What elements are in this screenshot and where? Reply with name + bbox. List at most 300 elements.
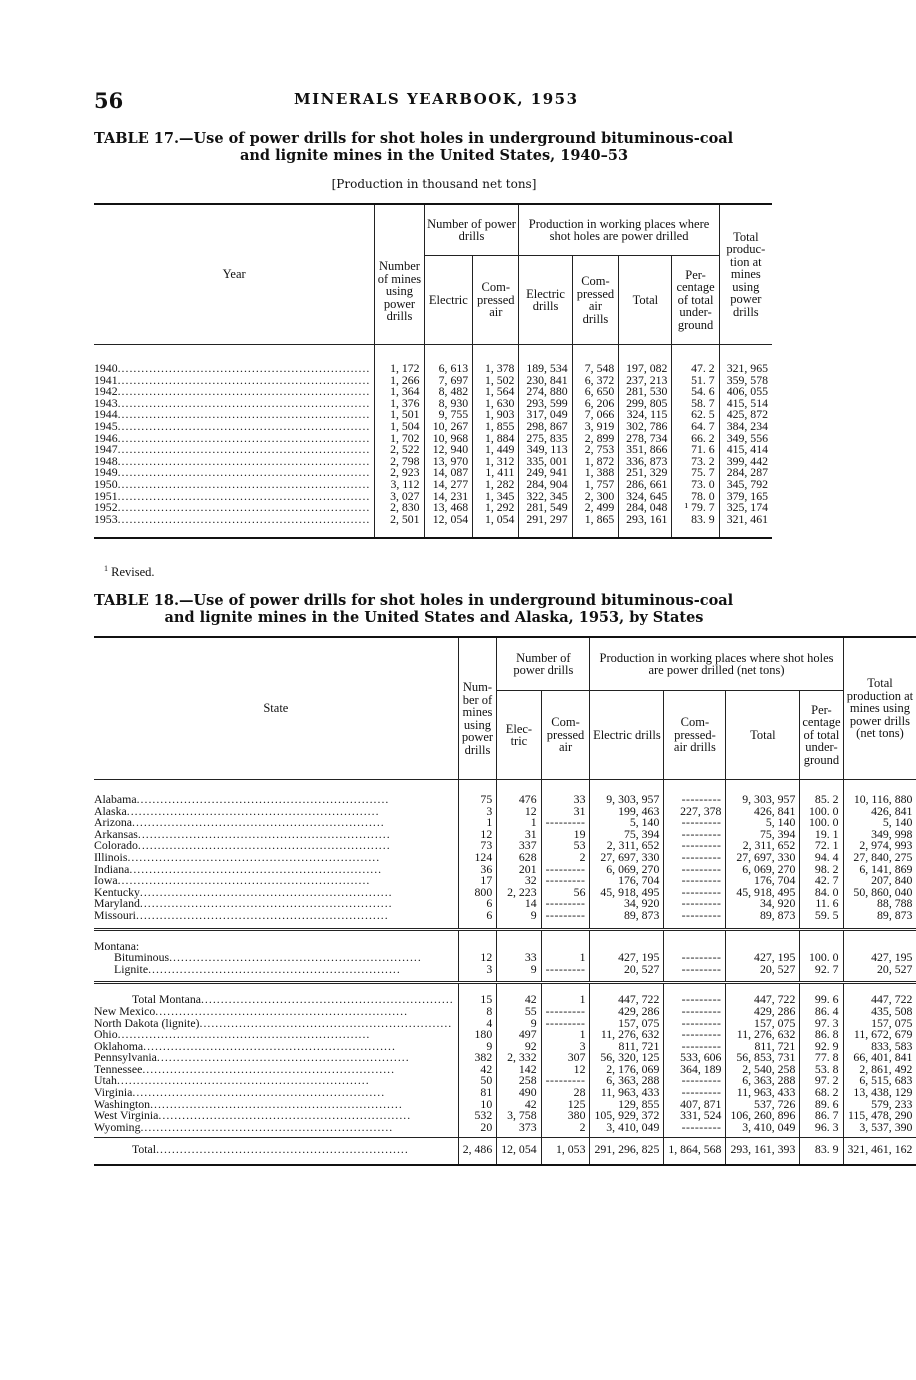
cell: 2 <box>541 1122 590 1138</box>
cell: 98. 2 <box>800 864 843 876</box>
cell: 324, 115 <box>619 409 672 421</box>
cell: 415, 514 <box>719 398 772 410</box>
cell: ¹ 79. 7 <box>672 502 719 514</box>
cell: 2, 176, 069 <box>590 1064 664 1076</box>
cell: 1, 865 <box>572 514 619 539</box>
table18-title: TABLE 18.—Use of power drills for shot holes in underground bituminous-coal and lignite mines in the United States and Alaska, 1953, by States <box>94 592 734 626</box>
cell: 293, 599 <box>519 398 572 410</box>
col-prod-compressed: Com- pressed air drills <box>572 256 619 345</box>
cell: 9 <box>497 1018 541 1030</box>
col-prod-electric: Electric drills <box>519 256 572 345</box>
cell: 490 <box>497 1087 541 1099</box>
col-production-group: Production in working places where shot holes are power drilled <box>519 204 719 256</box>
cell: 447, 722 <box>726 983 800 1006</box>
cell: 251, 329 <box>619 467 672 479</box>
cell: 1, 855 <box>473 421 519 433</box>
cell <box>664 1122 726 1138</box>
cell: 1 <box>541 983 590 1006</box>
cell: 3, 410, 049 <box>590 1122 664 1138</box>
cell: 407, 871 <box>664 1099 726 1111</box>
row-label: Colorado ..... <box>94 840 458 852</box>
table-row <box>94 910 916 929</box>
cell: 6, 515, 683 <box>843 1075 916 1087</box>
cell: 406, 055 <box>719 386 772 398</box>
cell: 9, 755 <box>424 409 473 421</box>
cell: 3 <box>541 1041 590 1053</box>
cell: 42 <box>497 983 541 1006</box>
cell: 31 <box>541 806 590 818</box>
cell: 12, 054 <box>424 514 473 539</box>
cell: 2, 486 <box>458 1138 497 1165</box>
row-label: 1943 ..... <box>94 398 375 410</box>
row-label: Oklahoma ..... <box>94 1041 458 1053</box>
cell: 321, 461, 162 <box>843 1138 916 1165</box>
cell: 14, 277 <box>424 479 473 491</box>
cell: 349, 556 <box>719 433 772 445</box>
col-compressed: Com- pressed air <box>541 691 590 780</box>
cell: 9 <box>497 964 541 983</box>
cell: 447, 722 <box>590 983 664 1006</box>
cell: 100. 0 <box>800 817 843 829</box>
cell: 42 <box>458 1064 497 1076</box>
cell: 2, 861, 492 <box>843 1064 916 1076</box>
cell: 31 <box>497 829 541 841</box>
cell: 351, 866 <box>619 444 672 456</box>
cell: 800 <box>458 887 497 899</box>
cell: 176, 704 <box>726 875 800 887</box>
cell: 237, 213 <box>619 375 672 387</box>
cell: 75, 394 <box>726 829 800 841</box>
cell: 9 <box>458 1041 497 1053</box>
cell: 425, 872 <box>719 409 772 421</box>
cell: 3, 027 <box>375 491 424 503</box>
cell: 336, 873 <box>619 456 672 468</box>
cell: 6, 363, 288 <box>590 1075 664 1087</box>
table-row <box>94 1138 916 1165</box>
cell: 331, 524 <box>664 1110 726 1122</box>
row-label: 1942 ..... <box>94 386 375 398</box>
cell: 1, 903 <box>473 409 519 421</box>
cell: 811, 721 <box>590 1041 664 1053</box>
cell: 73 <box>458 840 497 852</box>
cell: 201 <box>497 864 541 876</box>
cell: 3, 410, 049 <box>726 1122 800 1138</box>
cell: 56, 320, 125 <box>590 1052 664 1064</box>
row-label: Total Montana ..... <box>94 983 458 1006</box>
cell: 50, 860, 040 <box>843 887 916 899</box>
cell: 335, 001 <box>519 456 572 468</box>
cell: 115, 478, 290 <box>843 1110 916 1122</box>
cell: 1, 757 <box>572 479 619 491</box>
cell: 2, 332 <box>497 1052 541 1064</box>
row-label: Montana: <box>94 938 140 953</box>
cell: 78. 0 <box>672 491 719 503</box>
cell: 1, 266 <box>375 375 424 387</box>
cell: 75, 394 <box>590 829 664 841</box>
table17 <box>94 203 772 539</box>
cell: 537, 726 <box>726 1099 800 1111</box>
row-label: Indiana ..... <box>94 864 458 876</box>
cell: 11. 6 <box>800 898 843 910</box>
table-row <box>94 929 916 952</box>
cell: 429, 286 <box>726 1006 800 1018</box>
cell: 83. 9 <box>800 1138 843 1165</box>
cell: 105, 929, 372 <box>590 1110 664 1122</box>
col-year: Year <box>94 204 375 345</box>
row-label: Tennessee ..... <box>94 1064 458 1076</box>
cell: 58. 7 <box>672 398 719 410</box>
cell: 12 <box>458 829 497 841</box>
cell <box>664 780 726 806</box>
cell: 12 <box>458 952 497 964</box>
row-label: 1948 ..... <box>94 456 375 468</box>
cell: 2, 974, 993 <box>843 840 916 852</box>
cell: 1 <box>497 817 541 829</box>
cell: 1, 312 <box>473 456 519 468</box>
cell: 75. 7 <box>672 467 719 479</box>
cell: 88, 788 <box>843 898 916 910</box>
cell: 2, 223 <box>497 887 541 899</box>
cell <box>541 964 590 983</box>
cell: 2, 540, 258 <box>726 1064 800 1076</box>
footnote: $^1$ Revised. <box>104 564 155 580</box>
cell: 36 <box>458 864 497 876</box>
cell: 278, 734 <box>619 433 672 445</box>
cell: 427, 195 <box>843 952 916 964</box>
col-prod-total: Total <box>726 691 800 780</box>
cell: 364, 189 <box>664 1064 726 1076</box>
cell: 197, 082 <box>619 345 672 375</box>
cell: 3 <box>458 964 497 983</box>
cell: 125 <box>541 1099 590 1111</box>
row-label: Wyoming ..... <box>94 1122 458 1138</box>
cell: 1, 449 <box>473 444 519 456</box>
cell: 66, 401, 841 <box>843 1052 916 1064</box>
cell: 62. 5 <box>672 409 719 421</box>
cell: 3, 919 <box>572 421 619 433</box>
table-row <box>94 1122 916 1138</box>
cell <box>590 929 664 952</box>
cell: 6, 363, 288 <box>726 1075 800 1087</box>
cell: 19 <box>541 829 590 841</box>
running-head: MINERALS YEARBOOK, 1953 <box>294 90 579 108</box>
col-state: State <box>94 637 458 780</box>
cell: 1, 411 <box>473 467 519 479</box>
cell: 75 <box>458 780 497 806</box>
cell: 2, 830 <box>375 502 424 514</box>
cell: 6, 206 <box>572 398 619 410</box>
cell: 1, 864, 568 <box>664 1138 726 1165</box>
cell: 8, 482 <box>424 386 473 398</box>
cell: 380 <box>541 1110 590 1122</box>
cell: 33 <box>541 780 590 806</box>
cell: 359, 578 <box>719 375 772 387</box>
cell: 92. 7 <box>800 964 843 983</box>
cell: 6 <box>458 910 497 929</box>
cell: 34, 920 <box>726 898 800 910</box>
cell: 13, 970 <box>424 456 473 468</box>
cell: 628 <box>497 852 541 864</box>
cell: 14 <box>497 898 541 910</box>
cell: 176, 704 <box>590 875 664 887</box>
cell: 96. 3 <box>800 1122 843 1138</box>
cell: 45, 918, 495 <box>590 887 664 899</box>
cell: 13, 438, 129 <box>843 1087 916 1099</box>
cell: 14, 087 <box>424 467 473 479</box>
table18 <box>94 636 916 1166</box>
cell: 476 <box>497 780 541 806</box>
cell: 86. 4 <box>800 1006 843 1018</box>
cell: 27, 697, 330 <box>726 852 800 864</box>
cell: 10, 968 <box>424 433 473 445</box>
cell: 42. 7 <box>800 875 843 887</box>
cell <box>843 929 916 952</box>
cell: 5, 140 <box>843 817 916 829</box>
cell: 2, 311, 652 <box>590 840 664 852</box>
cell: 811, 721 <box>726 1041 800 1053</box>
col-total-production: Total produc- tion at mines using power drills <box>719 204 772 345</box>
cell: 11, 672, 679 <box>843 1029 916 1041</box>
row-label: Washington ..... <box>94 1099 458 1111</box>
cell: 1 <box>541 1029 590 1041</box>
cell: 77. 8 <box>800 1052 843 1064</box>
cell: 258 <box>497 1075 541 1087</box>
row-label: Iowa ..... <box>94 875 458 887</box>
cell: 384, 234 <box>719 421 772 433</box>
cell: 142 <box>497 1064 541 1076</box>
cell: 427, 195 <box>726 952 800 964</box>
cell <box>664 964 726 983</box>
cell: 1, 501 <box>375 409 424 421</box>
cell: 100. 0 <box>800 806 843 818</box>
cell: 50 <box>458 1075 497 1087</box>
row-label: North Dakota (lignite) ..... <box>94 1018 458 1030</box>
cell: 2, 899 <box>572 433 619 445</box>
cell: 2, 501 <box>375 514 424 539</box>
row-label: Total ..... <box>94 1138 458 1165</box>
cell: 92. 9 <box>800 1041 843 1053</box>
cell: 322, 345 <box>519 491 572 503</box>
row-label: 1946 ..... <box>94 433 375 445</box>
cell: 59. 5 <box>800 910 843 929</box>
row-label: 1952 ..... <box>94 502 375 514</box>
cell: 15 <box>458 983 497 1006</box>
cell: 189, 534 <box>519 345 572 375</box>
cell: 533, 606 <box>664 1052 726 1064</box>
table-row <box>94 514 772 539</box>
col-percentage: Per- centage of total under- ground <box>672 256 719 345</box>
table-row <box>94 345 772 375</box>
cell: 1 <box>541 952 590 964</box>
cell: 3 <box>458 806 497 818</box>
col-prod-compressed: Com- pressed- air drills <box>664 691 726 780</box>
cell: 274, 880 <box>519 386 572 398</box>
cell: 5, 140 <box>726 817 800 829</box>
cell: 124 <box>458 852 497 864</box>
cell: 379, 165 <box>719 491 772 503</box>
cell: 10, 267 <box>424 421 473 433</box>
cell: 83. 9 <box>672 514 719 539</box>
page-header <box>94 88 774 113</box>
cell: 284, 048 <box>619 502 672 514</box>
cell: 92 <box>497 1041 541 1053</box>
row-label: Arizona ..... <box>94 817 458 829</box>
cell: 2, 300 <box>572 491 619 503</box>
col-mines: Num- ber of mines using power drills <box>458 637 497 780</box>
cell: 94. 4 <box>800 852 843 864</box>
cell <box>541 929 590 952</box>
row-label: 1947 ..... <box>94 444 375 456</box>
cell: 1, 378 <box>473 345 519 375</box>
col-production-group: Production in working places where shot holes are power drilled (net tons) <box>590 637 843 691</box>
cell: 6, 650 <box>572 386 619 398</box>
cell: 19. 1 <box>800 829 843 841</box>
cell <box>800 929 843 952</box>
cell: 68. 2 <box>800 1087 843 1099</box>
cell: 6 <box>458 898 497 910</box>
cell: 1, 702 <box>375 433 424 445</box>
cell <box>664 983 726 1006</box>
cell: 207, 840 <box>843 875 916 887</box>
cell: 20, 527 <box>590 964 664 983</box>
cell: 51. 7 <box>672 375 719 387</box>
cell: 84. 0 <box>800 887 843 899</box>
cell: 11, 276, 632 <box>726 1029 800 1041</box>
cell: 349, 113 <box>519 444 572 456</box>
cell: 12, 054 <box>497 1138 541 1165</box>
cell: 20, 527 <box>843 964 916 983</box>
cell: 1, 502 <box>473 375 519 387</box>
cell: 435, 508 <box>843 1006 916 1018</box>
cell: 89. 6 <box>800 1099 843 1111</box>
row-label: Bituminous ..... <box>94 952 458 964</box>
row-label: Ohio ..... <box>94 1029 458 1041</box>
cell: 1, 053 <box>541 1138 590 1165</box>
cell: 293, 161 <box>619 514 672 539</box>
cell: 4 <box>458 1018 497 1030</box>
cell: 11, 276, 632 <box>590 1029 664 1041</box>
row-label: 1953 ..... <box>94 514 375 539</box>
cell: 1, 564 <box>473 386 519 398</box>
cell: 281, 530 <box>619 386 672 398</box>
cell: 302, 786 <box>619 421 672 433</box>
cell: 3, 112 <box>375 479 424 491</box>
cell: 1, 630 <box>473 398 519 410</box>
cell: 100. 0 <box>800 952 843 964</box>
cell <box>497 929 541 952</box>
cell: 86. 8 <box>800 1029 843 1041</box>
cell: 6, 141, 869 <box>843 864 916 876</box>
cell: 426, 841 <box>843 806 916 818</box>
cell: 307 <box>541 1052 590 1064</box>
col-electric: Electric <box>424 256 473 345</box>
cell: 415, 414 <box>719 444 772 456</box>
row-label: Virginia ..... <box>94 1087 458 1099</box>
cell <box>664 910 726 929</box>
cell: 9, 303, 957 <box>726 780 800 806</box>
cell: 8 <box>458 1006 497 1018</box>
row-label: Maryland ..... <box>94 898 458 910</box>
cell: 6, 372 <box>572 375 619 387</box>
cell: 2, 753 <box>572 444 619 456</box>
row-label: 1949 ..... <box>94 467 375 479</box>
cell: 284, 287 <box>719 467 772 479</box>
cell: 317, 049 <box>519 409 572 421</box>
cell: 1, 388 <box>572 467 619 479</box>
cell: 12 <box>497 806 541 818</box>
cell: 2 <box>541 852 590 864</box>
cell: 1, 884 <box>473 433 519 445</box>
cell: 349, 998 <box>843 829 916 841</box>
cell: 2, 311, 652 <box>726 840 800 852</box>
cell: 227, 378 <box>664 806 726 818</box>
col-compressed: Com- pressed air <box>473 256 519 345</box>
cell: 1, 364 <box>375 386 424 398</box>
cell: 9 <box>497 910 541 929</box>
cell: 286, 661 <box>619 479 672 491</box>
table-row <box>94 780 916 806</box>
cell: 10, 116, 880 <box>843 780 916 806</box>
cell: 10 <box>458 1099 497 1111</box>
cell: 293, 161, 393 <box>726 1138 800 1165</box>
row-label: 1941 ..... <box>94 375 375 387</box>
cell: 34, 920 <box>590 898 664 910</box>
cell: 337 <box>497 840 541 852</box>
cell: 97. 3 <box>800 1018 843 1030</box>
page-number: 56 <box>94 88 124 113</box>
cell: 11, 963, 433 <box>590 1087 664 1099</box>
cell: 27, 840, 275 <box>843 852 916 864</box>
cell: 7, 548 <box>572 345 619 375</box>
cell: 1, 054 <box>473 514 519 539</box>
cell: 321, 965 <box>719 345 772 375</box>
cell: 33 <box>497 952 541 964</box>
col-mines: Number of mines using power drills <box>375 204 424 345</box>
cell: 284, 904 <box>519 479 572 491</box>
cell: 429, 286 <box>590 1006 664 1018</box>
cell: 12 <box>541 1064 590 1076</box>
cell: 1 <box>458 817 497 829</box>
row-label: Utah ..... <box>94 1075 458 1087</box>
cell: 2, 923 <box>375 467 424 479</box>
cell: 324, 645 <box>619 491 672 503</box>
col-total-production: Total production at mines using power drills (net tons) <box>843 637 916 780</box>
cell: 2, 499 <box>572 502 619 514</box>
cell: 129, 855 <box>590 1099 664 1111</box>
cell: 3, 758 <box>497 1110 541 1122</box>
cell: 833, 583 <box>843 1041 916 1053</box>
table-row <box>94 983 916 1006</box>
cell: 249, 941 <box>519 467 572 479</box>
cell: 447, 722 <box>843 983 916 1006</box>
cell: 8, 930 <box>424 398 473 410</box>
cell: 11, 963, 433 <box>726 1087 800 1099</box>
table-row <box>94 964 916 983</box>
cell: 89, 873 <box>590 910 664 929</box>
table17-subtitle: [Production in thousand net tons] <box>331 177 537 191</box>
row-label: Pennsylvania ..... <box>94 1052 458 1064</box>
cell: 54. 6 <box>672 386 719 398</box>
cell <box>726 929 800 952</box>
cell: 86. 7 <box>800 1110 843 1122</box>
cell: 73. 2 <box>672 456 719 468</box>
cell: 532 <box>458 1110 497 1122</box>
cell: 579, 233 <box>843 1099 916 1111</box>
row-label: Missouri ..... <box>94 910 458 929</box>
cell <box>664 929 726 952</box>
cell: 6, 069, 270 <box>726 864 800 876</box>
row-label: 1951 ..... <box>94 491 375 503</box>
